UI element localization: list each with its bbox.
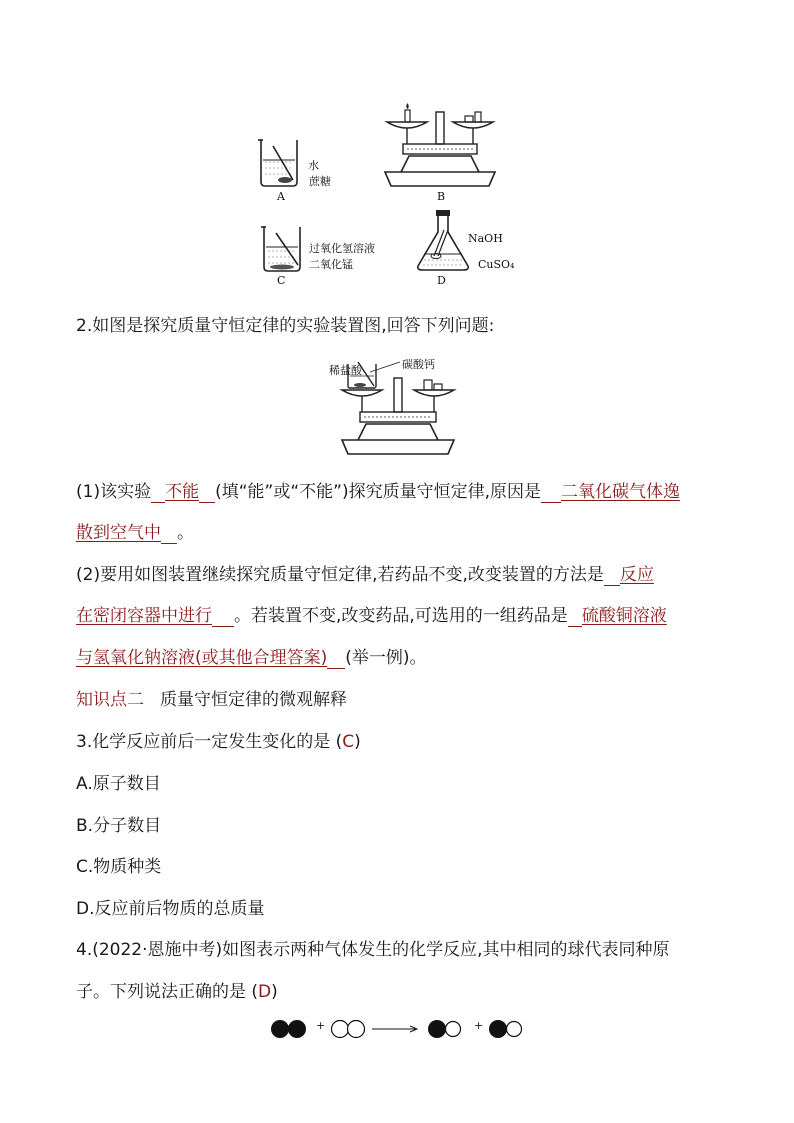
label-water: 水 [308, 159, 319, 172]
molecule-product-2 [488, 1018, 528, 1040]
label-hcl: 稀盐酸 [329, 364, 362, 377]
balance-b-illustration [383, 100, 498, 190]
q3-option-a: A.原子数目 [76, 774, 161, 794]
flask-d-illustration [414, 208, 474, 274]
molecule-reactant-2 [330, 1018, 370, 1040]
section-title: 知识点二 [76, 690, 144, 710]
q2-answer-4b: 与氢氧化钠溶液(或其他合理答案) [76, 648, 328, 668]
label-h2o2: 过氧化氢溶液 [309, 242, 375, 255]
q2-answer-2b: 散到空气中 [76, 523, 161, 543]
label-caco3: 碳酸钙 [402, 358, 435, 371]
q2-part1-line2 [76, 522, 194, 544]
q2-part1-pre: (1)该实验 [76, 482, 152, 502]
molecule-product-1 [427, 1018, 467, 1040]
q3-close: ) [354, 732, 361, 752]
label-cuso4: CuSO₄ [478, 258, 515, 271]
caption-b: B [437, 190, 446, 203]
molecule-reactant-1 [270, 1018, 310, 1040]
q3-stem [76, 731, 361, 753]
caption-a: A [277, 190, 285, 203]
section-subtitle: 质量守恒定律的微观解释 [160, 690, 347, 710]
q2-part2-pre: (2)要用如图装置继续探究质量守恒定律,若药品不变,改变装置的方法是 [76, 565, 604, 585]
plus-sign-2: + [474, 1019, 484, 1032]
q2-part1-end: 。 [177, 523, 194, 543]
q2-part2-line1 [76, 564, 654, 586]
q4-stem-text: 子。下列说法正确的是 ( [76, 982, 259, 1002]
beaker-a-illustration [255, 138, 315, 188]
q3-option-b: B.分子数目 [76, 816, 162, 836]
q2-answer-4a: 硫酸铜溶液 [581, 606, 667, 626]
q2-answer-3a: 反应 [619, 565, 654, 585]
section-heading [76, 689, 347, 711]
q4-stem-line2 [76, 981, 278, 1003]
caption-c: C [277, 274, 286, 287]
q3-option-c: C.物质种类 [76, 857, 162, 877]
q2-part2-mid: 。若装置不变,改变药品,可选用的一组药品是 [234, 606, 568, 626]
q4-close: ) [271, 982, 278, 1002]
balance-q2-illustration [338, 360, 458, 456]
label-mno2: 二氧化锰 [309, 258, 353, 271]
q3-option-d: D.反应前后物质的总质量 [76, 899, 265, 919]
q2-stem: 2.如图是探究质量守恒定律的实验装置图,回答下列问题: [76, 316, 495, 336]
q4-answer: D [258, 982, 272, 1002]
q2-part2-line2 [76, 605, 667, 627]
q3-answer: C [342, 732, 355, 752]
q3-stem-text: 3.化学反应前后一定发生变化的是 ( [76, 732, 343, 752]
label-sugar: 蔗糖 [309, 175, 331, 188]
q2-answer-2a: 二氧化碳气体逸 [561, 482, 680, 502]
q2-part1-mid: (填“能”或“不能”)探究质量守恒定律,原因是 [215, 482, 541, 502]
label-naoh: NaOH [468, 232, 503, 245]
q2-part1-line1 [76, 481, 680, 503]
reaction-arrow [372, 1022, 420, 1036]
plus-sign-1: + [316, 1019, 326, 1032]
q2-part2-end: (举一例)。 [345, 648, 427, 668]
q2-answer-3b: 在密闭容器中进行 [76, 606, 212, 626]
caption-d: D [437, 274, 446, 287]
q2-part2-line3 [76, 647, 427, 669]
q2-answer-1: 不能 [165, 482, 200, 502]
q4-stem-line1: 4.(2022·恩施中考)如图表示两种气体发生的化学反应,其中相同的球代表同种原 [76, 940, 670, 960]
